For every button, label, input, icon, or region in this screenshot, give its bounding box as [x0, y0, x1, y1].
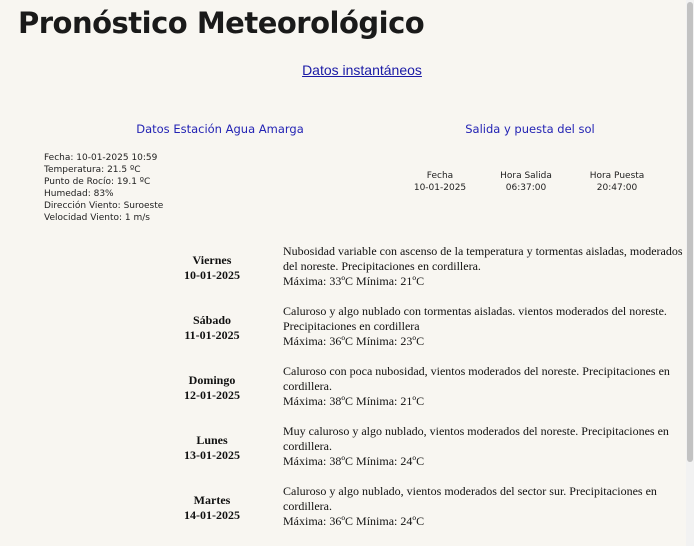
forecast-description-cell [283, 484, 683, 529]
forecast-day-name: Martes [193, 493, 231, 507]
station-temperature: Temperatura: 21.5 ºC [44, 165, 141, 175]
station-data-list [44, 152, 163, 224]
forecast-day-cell [162, 313, 262, 343]
forecast-description-cell [283, 424, 683, 469]
sunset-value: 20:47:00 [596, 183, 638, 193]
instant-data-link[interactable]: Datos instantáneos [302, 62, 422, 78]
forecast-temperatures: Máxima: 38ºC Mínima: 24ºC [283, 454, 425, 468]
station-dew-point: Punto de Rocío: 19.1 ºC [44, 177, 151, 187]
vertical-scrollbar[interactable] [686, 0, 694, 546]
sunrise-label: Hora Salida [500, 171, 552, 181]
forecast-temperatures: Máxima: 36ºC Mínima: 24ºC [283, 514, 425, 528]
forecast-row [0, 424, 694, 484]
forecast-description-cell [283, 364, 683, 409]
forecast-row [0, 484, 694, 544]
forecast-day-cell [162, 433, 262, 463]
sun-date-value: 10-01-2025 [413, 183, 467, 193]
station-date: Fecha: 10-01-2025 10:59 [44, 153, 158, 163]
forecast-description: Caluroso con poca nubosidad, vientos moderados del noreste. Precipitaciones en cordillera. [283, 364, 670, 393]
forecast-day-cell [162, 373, 262, 403]
forecast-description: Nubosidad variable con ascenso de la temperatura y tormentas aisladas, moderados del noreste. Precipitaciones en cordillera. [283, 244, 683, 273]
forecast-day-date: 11-01-2025 [184, 328, 240, 342]
scrollbar-thumb[interactable] [687, 2, 693, 462]
forecast-day-name: Viernes [192, 253, 232, 267]
forecast-day-date: 14-01-2025 [184, 508, 240, 522]
forecast-row [0, 244, 694, 304]
forecast-row [0, 364, 694, 424]
forecast-day-name: Domingo [188, 373, 236, 387]
forecast-description: Muy caluroso y algo nublado, vientos moderados del noreste. Precipitaciones en cordillera. [283, 424, 669, 453]
forecast-day-name: Lunes [196, 433, 228, 447]
station-data-heading: Datos Estación Agua Amarga [136, 122, 304, 136]
sun-date-column [400, 170, 480, 194]
sunrise-column [486, 170, 566, 194]
sunset-label: Hora Puesta [589, 171, 645, 181]
forecast-day-date: 13-01-2025 [184, 448, 240, 462]
sunrise-sunset-heading: Salida y puesta del sol [465, 122, 595, 136]
forecast-day-date: 12-01-2025 [184, 388, 240, 402]
forecast-temperatures: Máxima: 36ºC Mínima: 23ºC [283, 334, 425, 348]
page-title: Pronóstico Meteorológico [18, 6, 425, 40]
forecast-day-cell [162, 493, 262, 523]
forecast-description-cell [283, 304, 683, 349]
forecast-row [0, 304, 694, 364]
sunrise-value: 06:37:00 [505, 183, 547, 193]
station-humidity: Humedad: 83% [44, 189, 114, 199]
forecast-description: Caluroso y algo nublado con tormentas aisladas. vientos moderados del noreste. Precipitaciones en cordillera [283, 304, 667, 333]
forecast-day-cell [162, 253, 262, 283]
forecast-day-name: Sábado [192, 313, 232, 327]
forecast-description-cell [283, 244, 683, 289]
sun-date-label: Fecha [426, 171, 454, 181]
forecast-temperatures: Máxima: 33ºC Mínima: 21ºC [283, 274, 425, 288]
station-wind-speed: Velocidad Viento: 1 m/s [44, 213, 150, 223]
forecast-temperatures: Máxima: 38ºC Mínima: 21ºC [283, 394, 425, 408]
forecast-day-date: 10-01-2025 [184, 268, 240, 282]
station-wind-direction: Dirección Viento: Suroeste [44, 201, 164, 211]
sunset-column [577, 170, 657, 194]
forecast-description: Caluroso y algo nublado, vientos moderados del sector sur. Precipitaciones en cordillera. [283, 484, 657, 513]
